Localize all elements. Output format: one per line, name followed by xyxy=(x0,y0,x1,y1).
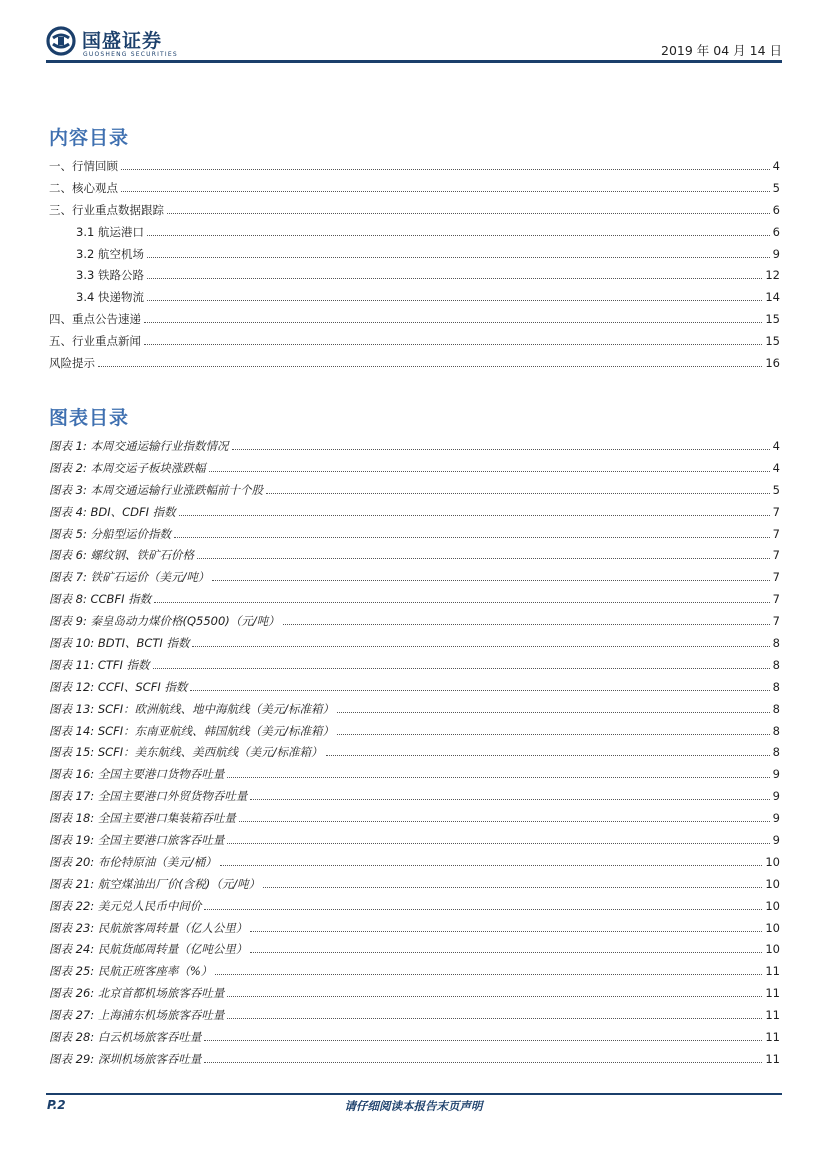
figure-entry-page: 7 xyxy=(772,526,780,541)
figure-entry-label: 图表 12: CCFI、SCFI 指数 xyxy=(49,679,188,694)
figure-entry[interactable] xyxy=(49,591,780,613)
figure-entry[interactable] xyxy=(49,701,780,723)
toc-entry-page: 12 xyxy=(765,268,780,283)
toc-entry[interactable] xyxy=(49,267,780,289)
toc-entry-label: 3.3 铁路公路 xyxy=(76,268,144,283)
figure-entry-label: 图表 7: 铁矿石运价（美元/吨） xyxy=(49,570,210,585)
figure-entry-label: 图表 21: 航空煤油出厂价(含税)（元/吨） xyxy=(49,876,261,891)
toc-entry-label: 二、核心观点 xyxy=(49,180,118,195)
figure-entry-page: 8 xyxy=(772,636,780,651)
dot-leader xyxy=(326,755,770,756)
figure-entry[interactable] xyxy=(49,876,780,898)
toc-entry[interactable] xyxy=(49,333,780,355)
figure-entry[interactable] xyxy=(49,744,780,766)
figure-entry-page: 10 xyxy=(765,920,780,935)
figure-entry-label: 图表 25: 民航正班客座率（%） xyxy=(49,964,213,979)
figure-entry-label: 图表 27: 上海浦东机场旅客吞吐量 xyxy=(49,1008,225,1023)
dot-leader xyxy=(250,931,762,932)
figure-entry-page: 7 xyxy=(772,548,780,563)
dot-leader xyxy=(227,843,769,844)
figure-entry-label: 图表 3: 本周交通运输行业涨跌幅前十个股 xyxy=(49,482,264,497)
page-header xyxy=(46,24,782,64)
figure-entry[interactable] xyxy=(49,963,780,985)
toc-entry[interactable] xyxy=(49,158,780,180)
figure-entry-page: 11 xyxy=(765,964,780,979)
figure-entry-label: 图表 10: BDTI、BCTI 指数 xyxy=(49,636,190,651)
toc-entry-page: 5 xyxy=(772,180,780,195)
figure-entry[interactable] xyxy=(49,854,780,876)
figure-entry[interactable] xyxy=(49,788,780,810)
figure-entry-page: 10 xyxy=(765,898,780,913)
figure-entry[interactable] xyxy=(49,460,780,482)
toc-entry-page: 6 xyxy=(772,224,780,239)
toc-entry[interactable] xyxy=(49,311,780,333)
figure-entry-label: 图表 29: 深圳机场旅客吞吐量 xyxy=(49,1051,202,1066)
figure-entry-page: 11 xyxy=(765,1051,780,1066)
figure-entry-label: 图表 15: SCFI：美东航线、美西航线（美元/标准箱） xyxy=(49,745,323,760)
toc-entry[interactable] xyxy=(49,289,780,311)
toc-entry-label: 三、行业重点数据跟踪 xyxy=(49,202,164,217)
dot-leader xyxy=(227,1018,762,1019)
figure-entry-label: 图表 9: 秦皇岛动力煤价格(Q5500)（元/吨） xyxy=(49,614,280,629)
figure-entry-page: 7 xyxy=(772,592,780,607)
figure-entry-page: 8 xyxy=(772,657,780,672)
figure-entry-page: 7 xyxy=(772,614,780,629)
figure-entry-label: 图表 19: 全国主要港口旅客吞吐量 xyxy=(49,833,225,848)
toc-entry[interactable] xyxy=(49,246,780,268)
figure-entry-label: 图表 16: 全国主要港口货物吞吐量 xyxy=(49,767,225,782)
toc-entry-label: 四、重点公告速递 xyxy=(49,312,141,327)
figure-entry-label: 图表 8: CCBFI 指数 xyxy=(49,592,152,607)
figure-entry-label: 图表 18: 全国主要港口集装箱吞吐量 xyxy=(49,811,236,826)
figure-entry[interactable] xyxy=(49,920,780,942)
dot-leader xyxy=(250,952,762,953)
figure-entry[interactable] xyxy=(49,526,780,548)
page-number: P.2 xyxy=(47,1098,66,1112)
toc-entry-label: 五、行业重点新闻 xyxy=(49,334,141,349)
toc-entry[interactable] xyxy=(49,180,780,202)
company-logo xyxy=(46,24,226,64)
figure-entry[interactable] xyxy=(49,1029,780,1051)
dot-leader xyxy=(215,974,762,975)
dot-leader xyxy=(337,712,770,713)
figure-entry-page: 8 xyxy=(772,679,780,694)
figure-entry[interactable] xyxy=(49,898,780,920)
dot-leader xyxy=(190,690,769,691)
figure-entry-label: 图表 26: 北京首都机场旅客吞吐量 xyxy=(49,986,225,1001)
logo-text: 国盛证券 xyxy=(82,30,163,52)
dot-leader xyxy=(283,624,770,625)
toc-entry-page: 16 xyxy=(765,356,780,371)
dot-leader xyxy=(174,537,770,538)
figure-entry-label: 图表 2: 本周交运子板块涨跌幅 xyxy=(49,460,206,475)
figure-entry-page: 8 xyxy=(772,723,780,738)
logo-subtitle: GUOSHENG SECURITIES xyxy=(83,51,178,58)
dot-leader xyxy=(212,580,769,581)
dot-leader xyxy=(121,169,770,170)
figure-entry-page: 11 xyxy=(765,1030,780,1045)
figure-entry[interactable] xyxy=(49,985,780,1007)
figure-entry-page: 10 xyxy=(765,876,780,891)
figure-entry-label: 图表 11: CTFI 指数 xyxy=(49,657,150,672)
footer-disclaimer: 请仔细阅读本报告末页声明 xyxy=(344,1099,483,1113)
figure-entry-label: 图表 1: 本周交通运输行业指数情况 xyxy=(49,439,229,453)
dot-leader xyxy=(266,493,770,494)
dot-leader xyxy=(197,558,770,559)
dot-leader xyxy=(147,300,762,301)
figure-entry[interactable] xyxy=(49,679,780,701)
figure-entry-label: 图表 20: 布伦特原油（美元/桶） xyxy=(49,854,217,869)
dot-leader xyxy=(192,646,769,647)
dot-leader xyxy=(227,996,762,997)
dot-leader xyxy=(144,322,762,323)
dot-leader xyxy=(250,799,769,800)
report-date: 2019 年 04 月 14 日 xyxy=(661,43,782,58)
figure-entry[interactable] xyxy=(49,547,780,569)
figure-entry[interactable] xyxy=(49,1051,780,1073)
toc-entry-label: 一、行情回顾 xyxy=(49,159,118,173)
footer-divider xyxy=(46,1093,782,1095)
dot-leader xyxy=(147,278,762,279)
figure-entry[interactable] xyxy=(49,766,780,788)
figure-entry-label: 图表 22: 美元兑人民币中间价 xyxy=(49,898,202,913)
figure-entry[interactable] xyxy=(49,941,780,963)
dot-leader xyxy=(263,887,762,888)
figure-entry-page: 9 xyxy=(772,789,780,804)
figure-entry-page: 10 xyxy=(765,942,780,957)
figure-entry-page: 9 xyxy=(772,833,780,848)
figure-entry[interactable] xyxy=(49,438,780,460)
dot-leader xyxy=(239,821,770,822)
figure-entry-label: 图表 6: 螺纹钢、铁矿石价格 xyxy=(49,548,195,563)
figure-entry[interactable] xyxy=(49,810,780,832)
dot-leader xyxy=(121,191,770,192)
figure-entry-label: 图表 5: 分船型运价指数 xyxy=(49,526,172,541)
dot-leader xyxy=(209,471,770,472)
contents-list xyxy=(49,158,780,377)
figures-list xyxy=(49,438,780,1073)
toc-entry-page: 4 xyxy=(772,159,780,173)
figure-entry-page: 4 xyxy=(772,439,780,453)
figure-entry-page: 9 xyxy=(772,767,780,782)
toc-entry-label: 3.1 航运港口 xyxy=(76,224,144,239)
dot-leader xyxy=(220,865,763,866)
figure-entry-page: 7 xyxy=(772,570,780,585)
dot-leader xyxy=(204,909,762,910)
figure-entry-page: 11 xyxy=(765,986,780,1001)
figure-entry[interactable] xyxy=(49,504,780,526)
figure-entry-label: 图表 4: BDI、CDFI 指数 xyxy=(49,504,176,519)
toc-entry-page: 6 xyxy=(772,202,780,217)
toc-entry-page: 14 xyxy=(765,290,780,305)
figure-entry[interactable] xyxy=(49,723,780,745)
figure-entry-page: 7 xyxy=(772,504,780,519)
toc-entry-page: 9 xyxy=(772,246,780,261)
dot-leader xyxy=(227,777,769,778)
dot-leader xyxy=(337,734,770,735)
figure-entry[interactable] xyxy=(49,1007,780,1029)
figure-entry-label: 图表 23: 民航旅客周转量（亿人公里） xyxy=(49,920,248,935)
figure-entry[interactable] xyxy=(49,613,780,635)
figure-entry-page: 9 xyxy=(772,811,780,826)
figure-entry[interactable] xyxy=(49,569,780,591)
toc-entry-page: 15 xyxy=(765,334,780,349)
figure-entry[interactable] xyxy=(49,482,780,504)
toc-entry[interactable] xyxy=(49,355,780,377)
figure-entry[interactable] xyxy=(49,657,780,679)
contents-title: 内容目录 xyxy=(49,127,130,149)
figure-entry-label: 图表 17: 全国主要港口外贸货物吞吐量 xyxy=(49,789,248,804)
dot-leader xyxy=(98,366,762,367)
dot-leader xyxy=(147,257,770,258)
figure-entry-page: 5 xyxy=(772,482,780,497)
dot-leader xyxy=(144,344,762,345)
figure-entry-page: 11 xyxy=(765,1008,780,1023)
dot-leader xyxy=(154,602,770,603)
figures-title: 图表目录 xyxy=(49,407,130,429)
dot-leader xyxy=(204,1062,762,1063)
toc-entry[interactable] xyxy=(49,202,780,224)
logo-icon xyxy=(46,26,76,56)
dot-leader xyxy=(147,235,770,236)
figure-entry-label: 图表 14: SCFI：东南亚航线、韩国航线（美元/标准箱） xyxy=(49,723,335,738)
figure-entry-label: 图表 28: 白云机场旅客吞吐量 xyxy=(49,1030,202,1045)
figure-entry-page: 4 xyxy=(772,460,780,475)
dot-leader xyxy=(153,668,770,669)
figure-entry-page: 8 xyxy=(772,745,780,760)
header-divider xyxy=(46,60,782,63)
figure-entry-page: 10 xyxy=(765,854,780,869)
toc-entry-label: 3.4 快递物流 xyxy=(76,290,144,305)
dot-leader xyxy=(232,449,770,450)
dot-leader xyxy=(179,515,770,516)
toc-entry-label: 风险提示 xyxy=(49,356,95,371)
figure-entry-label: 图表 13: SCFI：欧洲航线、地中海航线（美元/标准箱） xyxy=(49,701,335,716)
toc-entry-page: 15 xyxy=(765,312,780,327)
figure-entry[interactable] xyxy=(49,635,780,657)
dot-leader xyxy=(204,1040,762,1041)
dot-leader xyxy=(167,213,770,214)
toc-entry-label: 3.2 航空机场 xyxy=(76,246,144,261)
figure-entry-label: 图表 24: 民航货邮周转量（亿吨公里） xyxy=(49,942,248,957)
figure-entry-page: 8 xyxy=(772,701,780,716)
figure-entry[interactable] xyxy=(49,832,780,854)
toc-entry[interactable] xyxy=(49,224,780,246)
